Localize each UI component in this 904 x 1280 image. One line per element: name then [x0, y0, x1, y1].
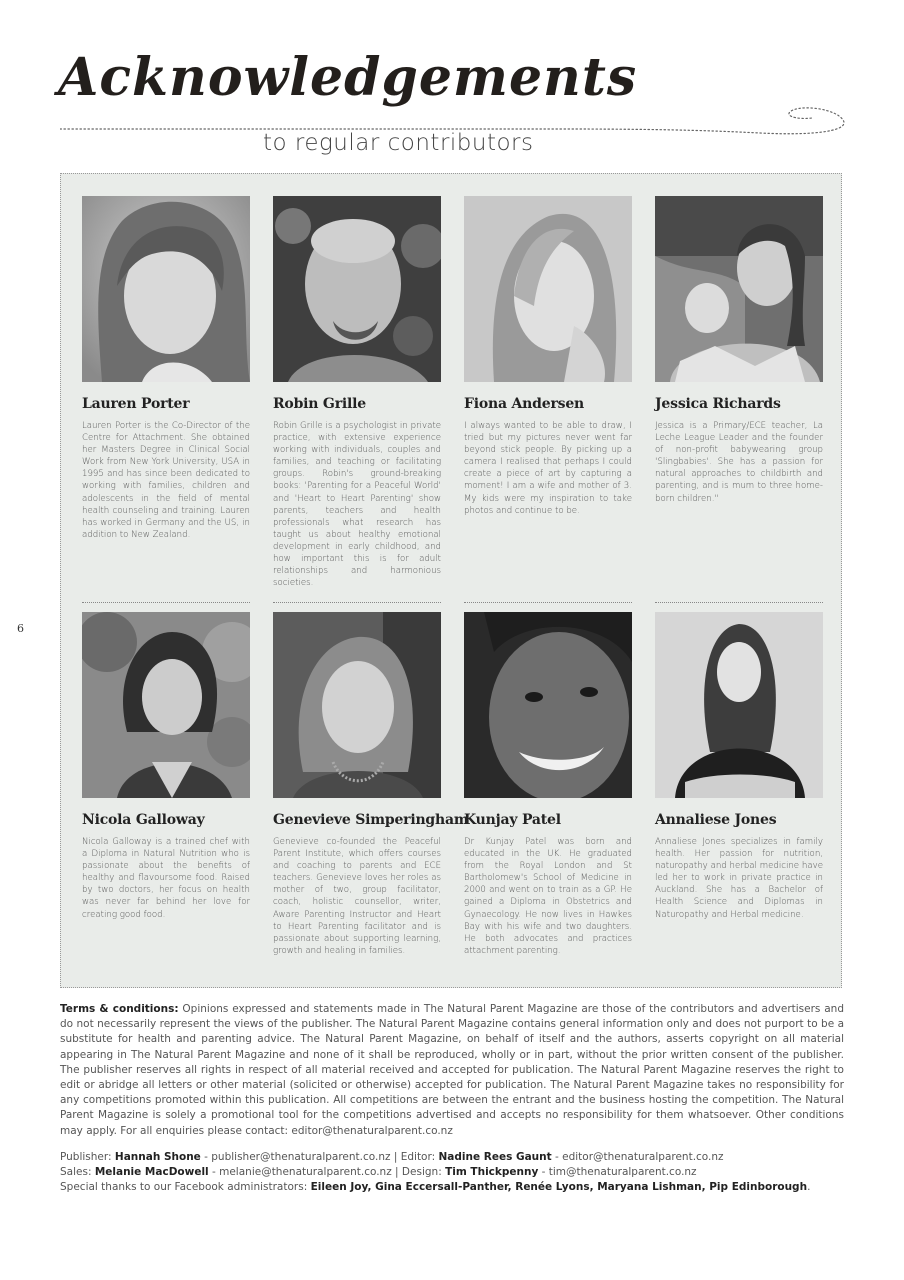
publisher-label: Publisher: [60, 1151, 115, 1163]
divider [273, 602, 441, 603]
editor-email: - editor@thenaturalparent.co.nz [551, 1151, 724, 1163]
contributor-name: Genevieve Simperingham [273, 812, 469, 828]
contributor-photo [655, 196, 823, 382]
contributor-name: Jessica Richards [655, 396, 781, 412]
contributor-card [464, 612, 632, 957]
contributor-card [655, 612, 823, 921]
credits-line-sales [60, 1165, 844, 1180]
thanks-names: Eileen Joy, Gina Eccersall-Panther, Renée Lyons, Maryana Lishman, Pip Edinborough [310, 1181, 808, 1194]
terms-and-conditions [60, 1002, 844, 1139]
contributor-card [82, 196, 250, 541]
publisher-email: - publisher@thenaturalparent.co.nz | Editor: [200, 1151, 439, 1163]
contributor-photo [273, 612, 441, 798]
contributor-photo [82, 612, 250, 798]
credits-line-thanks [60, 1180, 844, 1195]
contributor-card [273, 612, 469, 957]
contributor-photo [464, 612, 632, 798]
editor-name: Nadine Rees Gaunt [438, 1151, 552, 1163]
contributor-photo [655, 612, 823, 798]
contributor-bio: Genevieve co-founded the Peaceful Parent Institute, which offers courses and coaching to parents and ECE teachers. Genevieve loves her roles as mother of two, group facilitator, coach, holistic counsellor, writer, Aware Parenting Instructor and Heart to Heart Parenting facilitator and is passionate about supporting learning, growth and healing in families. [273, 837, 441, 956]
contributor-card [82, 612, 250, 921]
design-email: - tim@thenaturalparent.co.nz [538, 1166, 697, 1179]
contributor-card [273, 196, 441, 589]
sales-name: Melanie MacDowell [94, 1166, 209, 1179]
contributor-name: Lauren Porter [82, 396, 190, 412]
thanks-label: Special thanks to our Facebook administrators: [60, 1181, 311, 1194]
contributor-bio: Robin Grille is a psychologist in private practice, with extensive experience working with individuals, couples and families, and teaching or facilitating groups. Robin's ground-breaking books: 'Parenting for a Peaceful World' and 'Heart to Heart Parenting' show parents, teachers and health professionals what research has taught us about healthy emotional development in early childhood, and how important this is for adult relationships and harmonious societies. [273, 421, 441, 589]
terms-text: Opinions expressed and statements made in The Natural Parent Magazine are those of the contributors and advertisers and do not necessarily represent the views of the publisher. The Natural Parent Magazine contains general information only and does not purport to be a substitute for health and parenting advice. The Natural Parent Magazine, on behalf of itself and the authors, asserts copyright on all material appearing in The Natural Parent Magazine and none of it shall be reproduced, wholly or in part, without the prior written consent of the publisher. The publisher reserves all rights in respect of all material received and accepted for publication. The Natural Parent Magazine reserves the right to edit or abridge all letters or other material (solicited or otherwise) accepted for publication. The Natural Parent Magazine takes no responsibility for any competitions promoted within this publication. All competitions are between the entrant and the business hosting the competition. The Natural Parent Magazine is solely a promotional tool for the competitions advertised and accepts no responsibility for them whatsoever. Other conditions may apply. For all enquiries please contact: editor@thenaturalparent.co.nz [60, 1003, 844, 1137]
terms-label: Terms & conditions: [60, 1003, 179, 1015]
contributor-bio: Lauren Porter is the Co-Director of the Centre for Attachment. She obtained her Masters Degree in Clinical Social Work from New York University, USA in 1995 and has since been dedicated to working with families, children and adolescents in the field of mental health counseling and training. Lauren has worked in Germany and the US, in addition to New Zealand. [82, 421, 250, 540]
divider [655, 602, 823, 603]
page-number: 6 [17, 622, 24, 635]
contributors-panel [60, 173, 842, 988]
contributor-name: Annaliese Jones [655, 812, 777, 828]
divider [464, 602, 632, 603]
contributor-card [464, 196, 632, 517]
page-subtitle: to regular contributors [263, 130, 534, 156]
sales-label: Sales: [60, 1166, 95, 1179]
contributor-bio: I always wanted to be able to draw, I tried but my pictures never went far beyond stick people. By picking up a camera I realised that perhaps I could create a piece of art by capturing a moment! I am a wife and mother of 3. My kids were my inspiration to take photos and continue to be. [464, 421, 632, 516]
contributor-name: Kunjay Patel [464, 812, 561, 828]
contributor-bio: Annaliese Jones specializes in family health. Her passion for nutrition, naturopathy and herbal medicine have led her to work in private practice in Auckland. She has a Bachelor of Health Science and Diplomas in Naturopathy and Herbal medicine. [655, 837, 823, 920]
contributor-bio: Jessica is a Primary/ECE teacher, La Leche League Leader and the founder of non-profit babywearing group 'Slingbabies'. She has a passion for natural approaches to childbirth and parenting, and is mum to three home-born children." [655, 421, 823, 504]
page-title: Acknowledgements [58, 47, 638, 108]
credits-line-publisher [60, 1150, 844, 1165]
thanks-end: . [807, 1181, 811, 1194]
contributor-bio: Dr Kunjay Patel was born and educated in the UK. He graduated from the Royal London and St Bartholomew's School of Medicine in 2000 and went on to train as a GP. He gained a Diploma in Obstetrics and Gynaecology. He now lives in Hawkes Bay with his wife and two daughters. He both advocates and practices attachment parenting. [464, 837, 632, 956]
contributor-name: Fiona Andersen [464, 396, 585, 412]
sales-email: - melanie@thenaturalparent.co.nz | Design: [208, 1166, 446, 1179]
contributor-photo [82, 196, 250, 382]
contributor-name: Robin Grille [273, 396, 366, 412]
contributor-photo [464, 196, 632, 382]
contributor-name: Nicola Galloway [82, 812, 205, 828]
design-name: Tim Thickpenny [445, 1166, 539, 1179]
divider [82, 602, 250, 603]
contributor-photo [273, 196, 441, 382]
credits [60, 1150, 844, 1196]
publisher-name: Hannah Shone [114, 1151, 201, 1163]
contributor-card [655, 196, 823, 505]
contributor-bio: Nicola Galloway is a trained chef with a Diploma in Natural Nutrition who is passionate about the benefits of healthy and flavoursome food. Raised by two doctors, her focus on health was never far behind her love for creating good food. [82, 837, 250, 920]
